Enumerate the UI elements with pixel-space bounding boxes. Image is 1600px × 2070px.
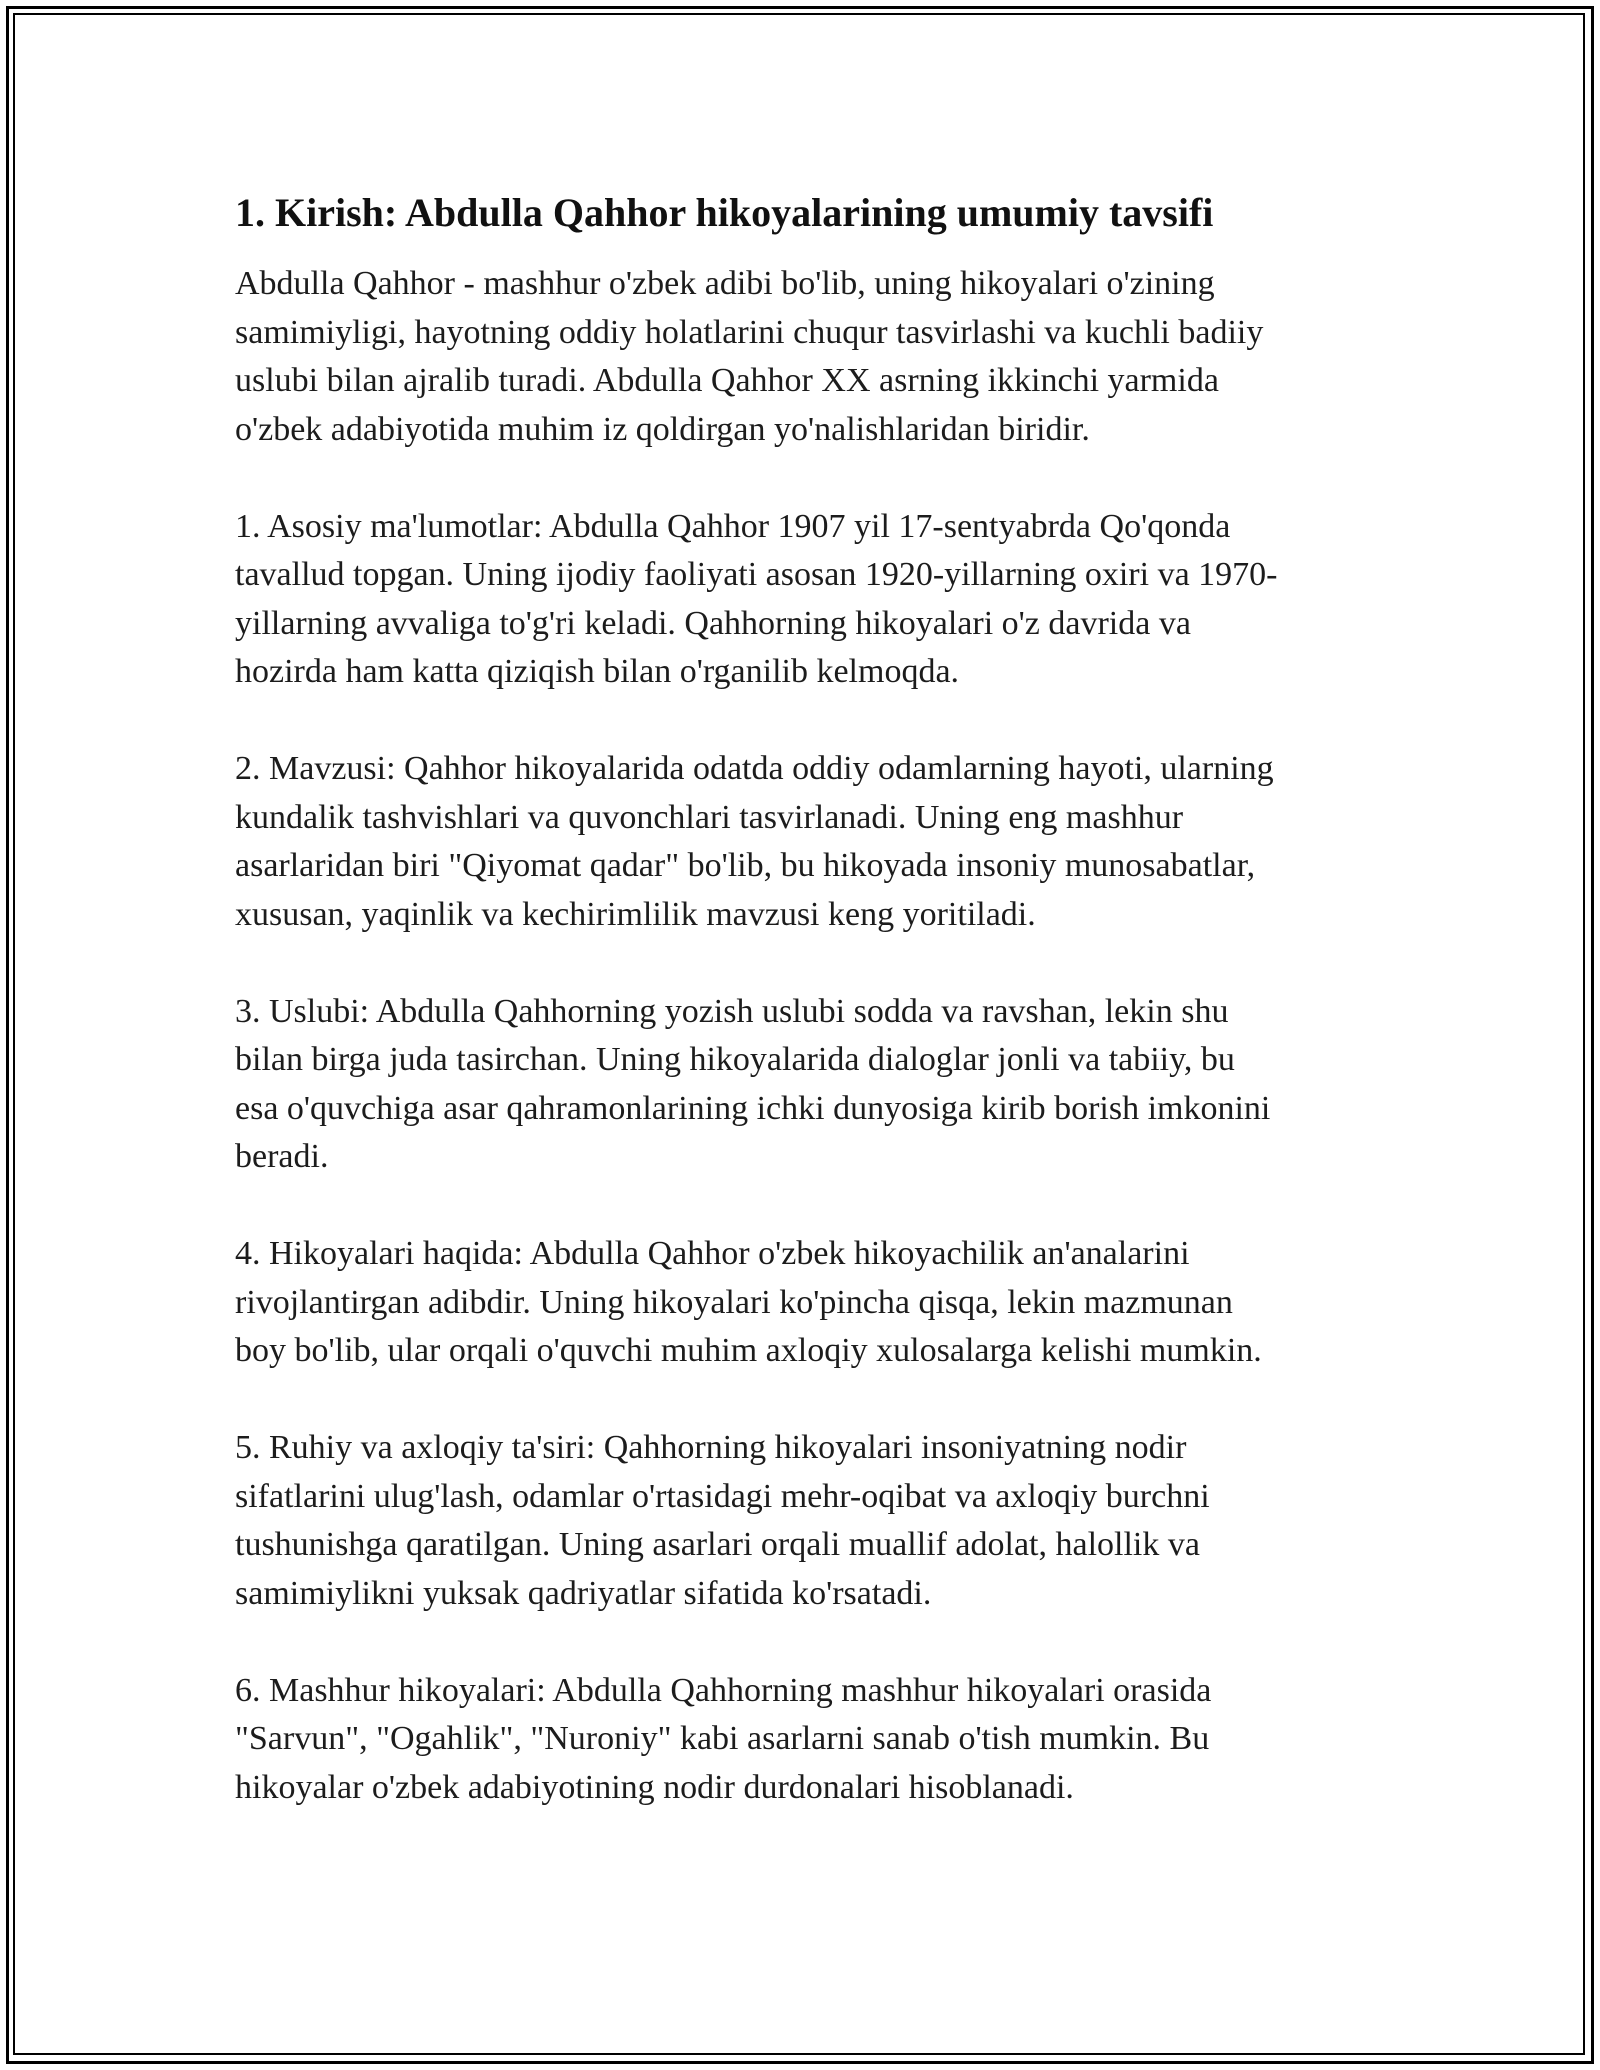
- paragraph-line: sifatlarini ulug'lash, odamlar o'rtasidagi mehr-oqibat va axloqiy burchni: [235, 1477, 1210, 1515]
- paragraph-line: samimiylikni yuksak qadriyatlar sifatida ko'rsatadi.: [235, 1574, 932, 1612]
- paragraph: [235, 1667, 1365, 1813]
- paragraph-line: beradi.: [235, 1138, 329, 1175]
- paragraph-line: o'zbek adabiyotida muhim iz qoldirgan yo'nalishlaridan biridir.: [235, 410, 1090, 448]
- paragraph-line: esa o'quvchiga asar qahramonlarining ichki dunyosiga kirib borish imkonini: [235, 1089, 1271, 1127]
- paragraph-line: 1. Asosiy ma'lumotlar: Abdulla Qahhor 1907 yil 17-sentyabrda Qo'qonda: [235, 507, 1231, 545]
- paragraph-line: Abdulla Qahhor - mashhur o'zbek adibi bo'lib, uning hikoyalari o'zining: [235, 265, 1215, 302]
- paragraph-line: rivojlantirgan adibdir. Uning hikoyalari ko'pincha qisqa, lekin mazmunan: [235, 1283, 1233, 1321]
- paragraph-line: uslubi bilan ajralib turadi. Abdulla Qahhor XX asrning ikkinchi yarmida: [235, 362, 1219, 399]
- paragraph-line: 3. Uslubi: Abdulla Qahhorning yozish uslubi sodda va ravshan, lekin shu: [235, 992, 1229, 1030]
- paragraph-line: tushunishga qaratilgan. Uning asarlari orqali muallif adolat, halollik va: [235, 1526, 1200, 1563]
- document-page: [235, 188, 1365, 1861]
- paragraph: [235, 503, 1365, 697]
- paragraph-line: 4. Hikoyalari haqida: Abdulla Qahhor o'zbek hikoyachilik an'analarini: [235, 1235, 1190, 1272]
- paragraph: [235, 988, 1365, 1182]
- paragraph-line: tavallud topgan. Uning ijodiy faoliyati asosan 1920-yillarning oxiri va 1970-: [235, 556, 1278, 593]
- document-body: [235, 260, 1365, 1812]
- paragraph-line: 6. Mashhur hikoyalari: Abdulla Qahhorning mashhur hikoyalari orasida: [235, 1671, 1212, 1709]
- paragraph-line: samimiyligi, hayotning oddiy holatlarini chuqur tasvirlashi va kuchli badiiy: [235, 313, 1264, 351]
- paragraph: [235, 745, 1365, 939]
- paragraph-line: asarlaridan biri "Qiyomat qadar" bo'lib, bu hikoyada insoniy munosabatlar,: [235, 847, 1256, 884]
- paragraph-line: hozirda ham katta qiziqish bilan o'rganilib kelmoqda.: [235, 653, 960, 690]
- paragraph-line: yillarning avvaliga to'g'ri keladi. Qahhorning hikoyalari o'z davrida va: [235, 604, 1191, 642]
- paragraph-line: "Sarvun", "Ogahlik", "Nuroniy" kabi asarlarni sanab o'tish mumkin. Bu: [235, 1720, 1210, 1757]
- paragraph: [235, 1424, 1365, 1618]
- paragraph-line: 5. Ruhiy va axloqiy ta'siri: Qahhorning hikoyalari insoniyatning nodir: [235, 1429, 1187, 1466]
- paragraph-line: boy bo'lib, ular orqali o'quvchi muhim axloqiy xulosalarga kelishi mumkin.: [235, 1332, 1262, 1369]
- paragraph-line: xususan, yaqinlik va kechirimlilik mavzusi keng yoritiladi.: [235, 895, 1036, 933]
- paragraph-line: kundalik tashvishlari va quvonchlari tasvirlanadi. Uning eng mashhur: [235, 798, 1184, 836]
- paragraph-line: 2. Mavzusi: Qahhor hikoyalarida odatda oddiy odamlarning hayoti, ularning: [235, 750, 1274, 787]
- document-title: 1. Kirish: Abdulla Qahhor hikoyalarining umumiy tavsifi: [235, 190, 1214, 235]
- paragraph-line: hikoyalar o'zbek adabiyotining nodir durdonalari hisoblanadi.: [235, 1768, 1074, 1806]
- paragraph: [235, 260, 1365, 454]
- paragraph-line: bilan birga juda tasirchan. Uning hikoyalarida dialoglar jonli va tabiiy, bu: [235, 1041, 1235, 1078]
- paragraph: [235, 1230, 1365, 1376]
